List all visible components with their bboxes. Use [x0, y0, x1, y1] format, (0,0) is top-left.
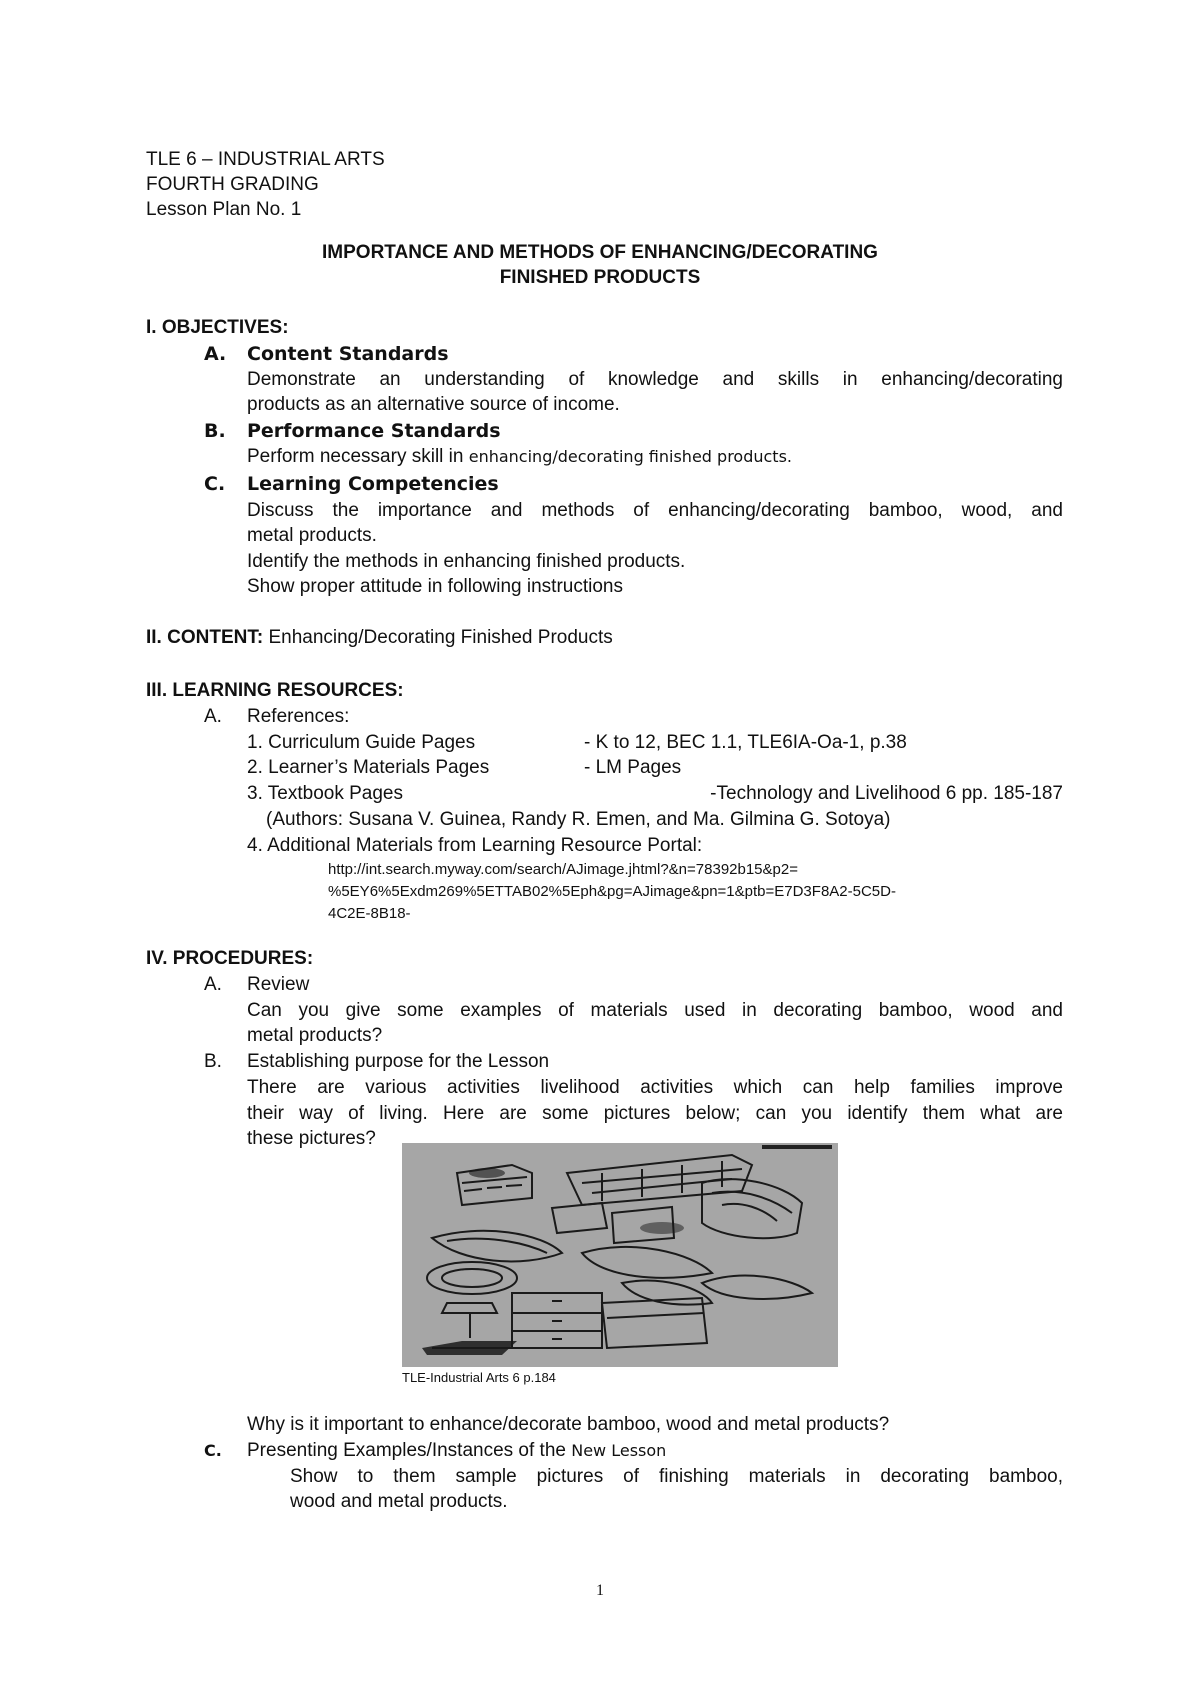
procedure-c-letter: C. [204, 1441, 222, 1460]
performance-standards-title: Performance Standards [247, 420, 501, 442]
learning-competencies-text-line3: Identify the methods in enhancing finished products. [247, 551, 686, 572]
review-text-line1: Can you give some examples of materials used in decorating bamboo, wood and [247, 1000, 1063, 1021]
document-title-line1: IMPORTANCE AND METHODS OF ENHANCING/DECORATING [322, 242, 878, 263]
page-number: 1 [596, 1582, 604, 1599]
review-title: Review [247, 974, 310, 995]
establishing-purpose-text-line1: There are various activities livelihood activities which can help families improve [247, 1077, 1063, 1098]
learning-competencies-title: Learning Competencies [247, 473, 499, 495]
performance-standards-text-suffix: enhancing/decorating finished products. [468, 447, 792, 466]
document-title-line2: FINISHED PRODUCTS [499, 267, 701, 288]
content-standards-title: Content Standards [247, 343, 449, 365]
resource-portal-url-line3[interactable]: 4C2E-8B18- [328, 905, 411, 922]
learning-competencies-text-line1: Discuss the importance and methods of enhancing/decorating bamboo, wood, and [247, 500, 1063, 521]
finished-products-sketch [402, 1143, 838, 1367]
learning-competencies-text-line2: metal products. [247, 525, 377, 546]
presenting-examples-title [247, 1439, 666, 1463]
establishing-purpose-title: Establishing purpose for the Lesson [247, 1051, 550, 1072]
review-text-line2: metal products? [247, 1025, 383, 1046]
procedure-b-letter: B. [204, 1051, 222, 1072]
performance-standards-text-prefix: Perform necessary skill in [247, 446, 469, 467]
reference-textbook-label: 3. Textbook Pages [247, 783, 403, 804]
procedure-a-letter: A. [204, 974, 222, 995]
header-subject: TLE 6 – INDUSTRIAL ARTS [146, 149, 385, 170]
reference-additional-materials-label: 4. Additional Materials from Learning Resource Portal: [247, 835, 703, 856]
objectives-heading: I. OBJECTIVES: [146, 317, 289, 338]
reference-learners-materials-label: 2. Learner’s Materials Pages [247, 757, 490, 778]
procedures-heading: IV. PROCEDURES: [146, 948, 314, 969]
establishing-purpose-text-line3: these pictures? [247, 1128, 376, 1149]
content-section [146, 626, 613, 650]
objective-a-letter: A. [204, 343, 227, 365]
learning-competencies-text-line4: Show proper attitude in following instructions [247, 576, 623, 597]
references-label: References: [247, 706, 350, 727]
content-text: Enhancing/Decorating Finished Products [263, 627, 613, 648]
performance-standards-text [247, 445, 792, 469]
content-standards-text-line2: products as an alternative source of income. [247, 394, 620, 415]
figure-caption: TLE-Industrial Arts 6 p.184 [402, 1370, 556, 1385]
content-standards-text-line1: Demonstrate an understanding of knowledge and skills in enhancing/decorating [247, 369, 1063, 390]
resource-portal-url-line1[interactable]: http://int.search.myway.com/search/AJimage.jhtml?&n=78392b15&p2= [328, 861, 798, 878]
resources-a-letter: A. [204, 706, 222, 727]
objective-b-letter: B. [204, 420, 226, 442]
reference-textbook-value: -Technology and Livelihood 6 pp. 185-187 [710, 783, 1063, 804]
finished-products-illustration [402, 1143, 838, 1367]
establishing-purpose-text-line2: their way of living. Here are some pictures below; can you identify them what are [247, 1103, 1063, 1124]
reference-textbook-authors: (Authors: Susana V. Guinea, Randy R. Emen, and Ma. Gilmina G. Sotoya) [266, 809, 891, 830]
presenting-examples-text-line2: wood and metal products. [290, 1491, 508, 1512]
reference-curriculum-guide-label: 1. Curriculum Guide Pages [247, 732, 476, 753]
presenting-examples-text-line1: Show to them sample pictures of finishing materials in decorating bamboo, [290, 1466, 1063, 1487]
objective-c-letter: C. [204, 473, 226, 495]
presenting-examples-title-prefix: Presenting Examples/Instances of the [247, 1440, 572, 1461]
resources-heading: III. LEARNING RESOURCES: [146, 680, 404, 701]
resource-portal-url-line2[interactable]: %5EY6%5Exdm269%5ETTAB02%5Eph&pg=AJimage&pn=1&ptb=E7D3F8A2-5C5D- [328, 883, 896, 900]
header-lesson-plan: Lesson Plan No. 1 [146, 199, 302, 220]
importance-question: Why is it important to enhance/decorate bamboo, wood and metal products? [247, 1414, 890, 1435]
reference-learners-materials-value: - LM Pages [584, 757, 682, 778]
header-grading: FOURTH GRADING [146, 174, 319, 195]
content-label: II. CONTENT: [146, 627, 264, 648]
presenting-examples-title-suffix: New Lesson [571, 1441, 667, 1460]
reference-curriculum-guide-value: - K to 12, BEC 1.1, TLE6IA-Oa-1, p.38 [584, 732, 907, 753]
